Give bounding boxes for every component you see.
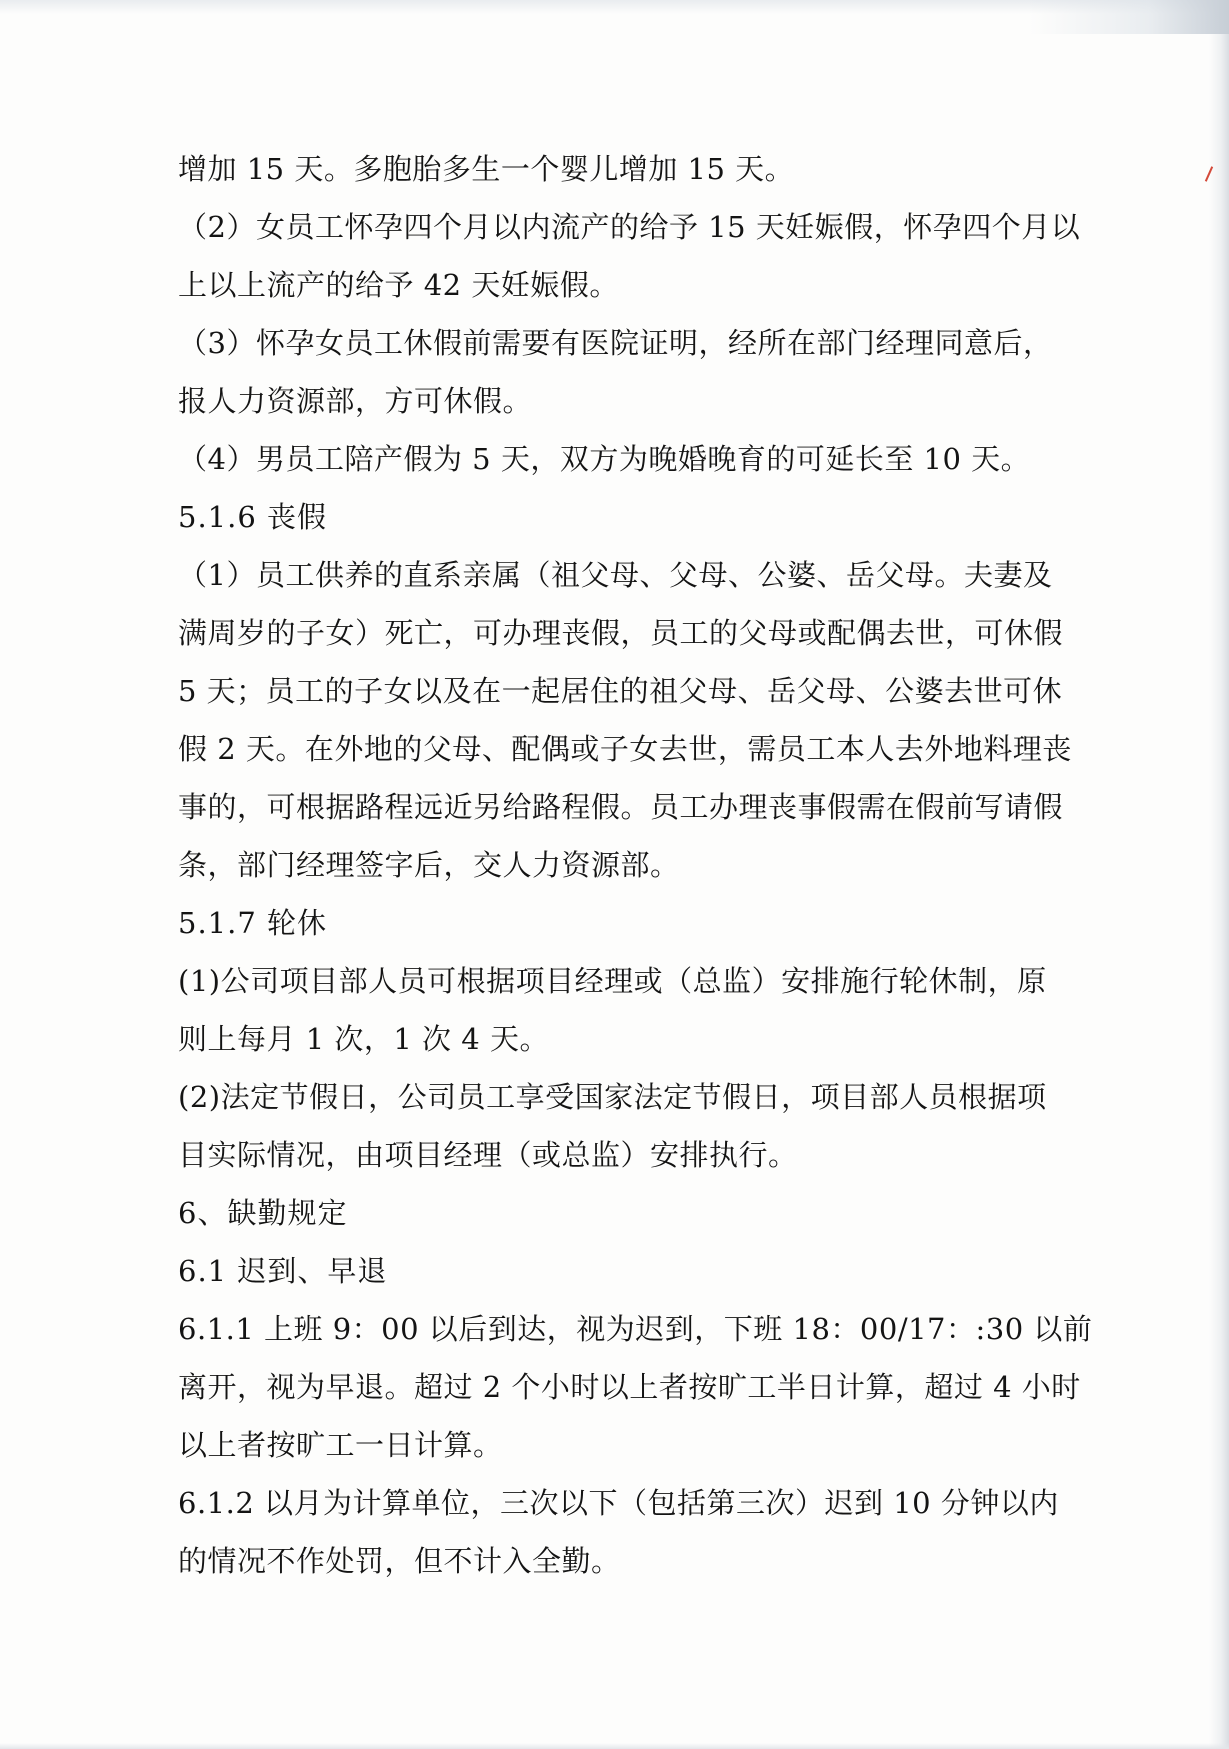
text-line: 5 天；员工的子女以及在一起居住的祖父母、岳父母、公婆去世可休 — [178, 674, 1063, 708]
text-line: 则上每月 1 次，1 次 4 天。 — [178, 1022, 549, 1056]
text-line: 假 2 天。在外地的父母、配偶或子女去世，需员工本人去外地料理丧 — [178, 732, 1072, 766]
text-line: （1）员工供养的直系亲属（祖父母、父母、公婆、岳父母。夫妻及 — [178, 558, 1053, 592]
text-line: （4）男员工陪产假为 5 天，双方为晚婚晚育的可延长至 10 天。 — [178, 442, 1031, 476]
text-line: (2)法定节假日，公司员工享受国家法定节假日，项目部人员根据项 — [178, 1080, 1047, 1114]
text-line: 上以上流产的给予 42 天妊娠假。 — [178, 268, 619, 302]
text-line: （3）怀孕女员工休假前需要有医院证明，经所在部门经理同意后， — [178, 326, 1053, 360]
text-line: 6.1.2 以月为计算单位，三次以下（包括第三次）迟到 10 分钟以内 — [178, 1486, 1059, 1520]
section-heading: 6.1 迟到、早退 — [178, 1254, 388, 1288]
text-line: 以上者按旷工一日计算。 — [178, 1428, 503, 1462]
text-line: 目实际情况，由项目经理（或总监）安排执行。 — [178, 1138, 798, 1172]
text-line: 报人力资源部，方可休假。 — [178, 384, 533, 418]
scan-shadow-corner — [1029, 0, 1229, 34]
text-line: 离开，视为早退。超过 2 个小时以上者按旷工半日计算，超过 4 小时 — [178, 1370, 1081, 1404]
scan-shadow-right — [1209, 0, 1229, 1749]
text-line: 6.1.1 上班 9：00 以后到达，视为迟到，下班 18：00/17：:30 以前 — [178, 1312, 1093, 1346]
text-line: 事的，可根据路程远近另给路程假。员工办理丧事假需在假前写请假 — [178, 790, 1064, 824]
text-line: 条，部门经理签字后，交人力资源部。 — [178, 848, 680, 882]
section-heading: 5.1.7 轮休 — [178, 906, 328, 940]
document-body — [178, 140, 1093, 1590]
section-heading: 5.1.6 丧假 — [178, 500, 328, 534]
scan-shadow-bottom — [0, 1743, 1229, 1749]
text-line: 增加 15 天。多胞胎多生一个婴儿增加 15 天。 — [178, 152, 795, 186]
text-line: (1)公司项目部人员可根据项目经理或（总监）安排施行轮休制，原 — [178, 964, 1047, 998]
text-line: 的情况不作处罚，但不计入全勤。 — [178, 1544, 621, 1578]
section-heading: 6、缺勤规定 — [178, 1196, 348, 1230]
text-line: 满周岁的子女）死亡，可办理丧假，员工的父母或配偶去世，可休假 — [178, 616, 1064, 650]
text-line: （2）女员工怀孕四个月以内流产的给予 15 天妊娠假，怀孕四个月以 — [178, 210, 1081, 244]
